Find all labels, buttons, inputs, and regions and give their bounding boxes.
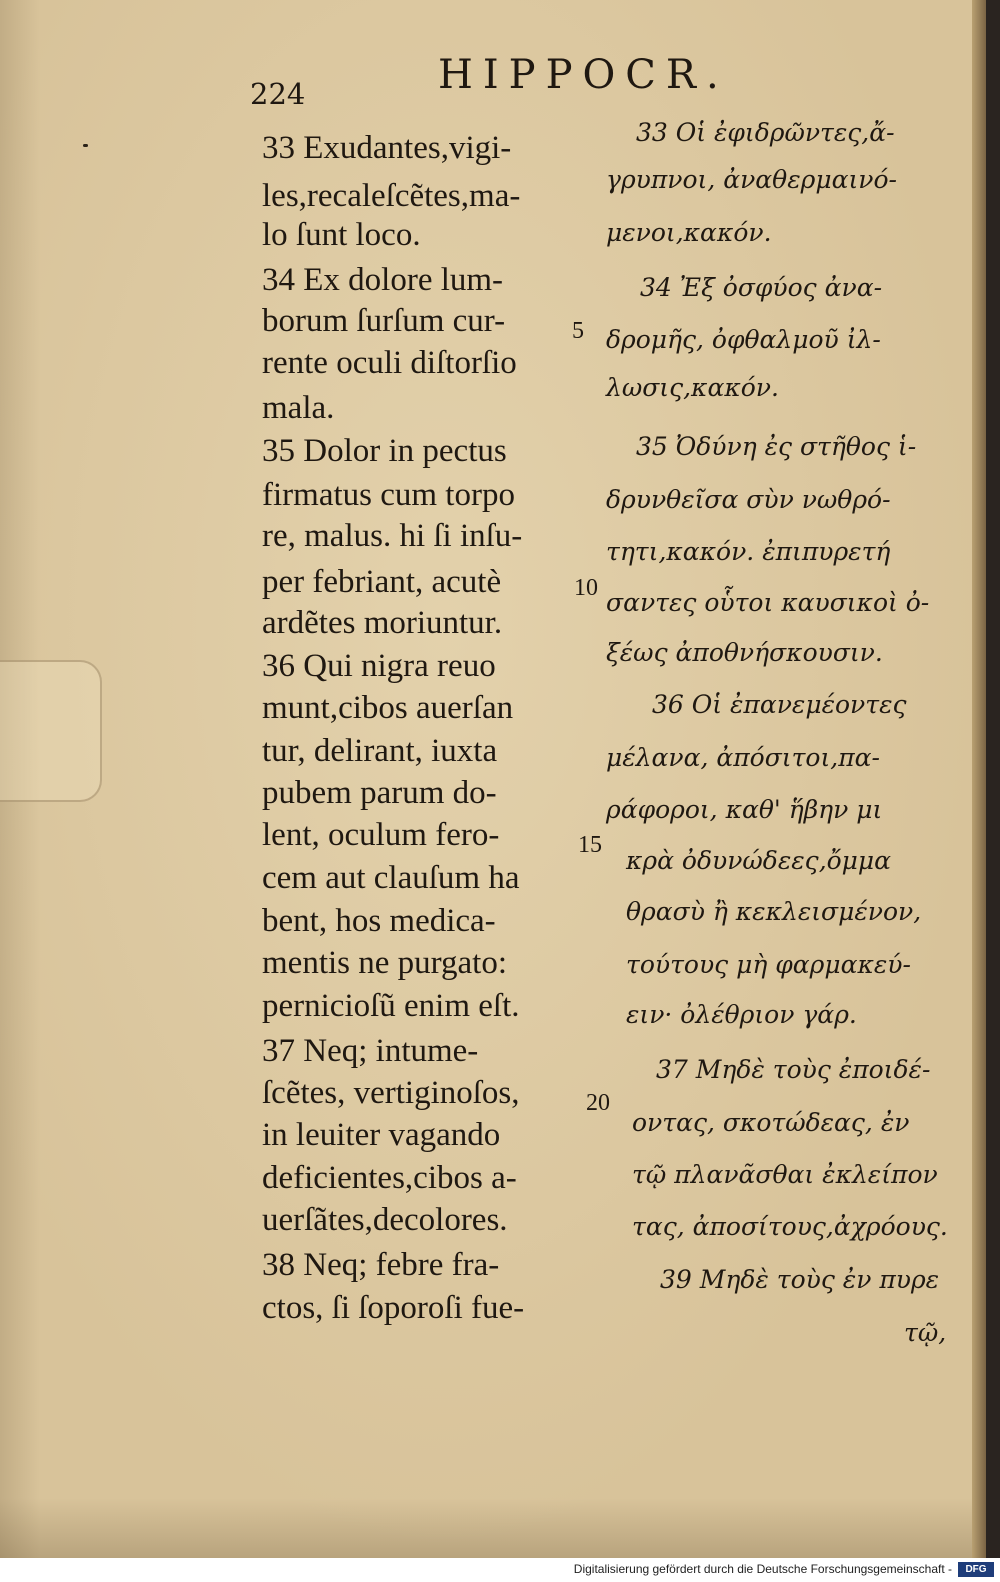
latin-line: 34 Ex dolore lum-: [262, 262, 504, 298]
greek-line: 39 Μηδὲ τοὺς ἐν πυρε: [660, 1265, 940, 1294]
greek-line: οντας, σκοτώδεας, ἐν: [632, 1108, 910, 1137]
latin-line: cem aut clauſum ha: [262, 860, 520, 896]
greek-line: ειν· ὀλέθριον γάρ.: [626, 1000, 857, 1029]
line-number: 5: [572, 318, 584, 344]
line-number: 10: [574, 575, 598, 601]
latin-line: bent, hos medica-: [262, 903, 496, 939]
latin-line: 35 Dolor in pectus: [262, 433, 507, 469]
page-number: 224: [250, 77, 306, 111]
latin-line: per febriant, acutè: [262, 564, 502, 600]
latin-line: munt,cibos auerſan: [262, 690, 514, 726]
latin-line: borum ſurſum cur-: [262, 303, 506, 339]
running-head: HIPPOCR.: [438, 52, 729, 98]
latin-line: 36 Qui nigra reuo: [262, 648, 496, 684]
digitization-footer: [0, 1558, 1000, 1582]
latin-line: lo ſunt loco.: [262, 217, 421, 253]
greek-line: ράφοροι, καθ' ἥβην μι: [606, 795, 883, 824]
greek-line: τῷ,: [904, 1318, 947, 1347]
latin-line: mala.: [262, 390, 335, 426]
greek-line: κρὰ ὀδυνώδεες,ὄμμα: [626, 846, 892, 875]
greek-line: γρυπνοι, ἀναθερμαινό-: [606, 165, 897, 194]
greek-line: μενοι,κακόν.: [606, 218, 772, 247]
latin-line: 33 Exudantes,vigi-: [262, 130, 512, 166]
greek-line: 36 Οἱ ἐπανεμέοντες: [652, 690, 907, 719]
latin-line: 37 Neq; intume-: [262, 1033, 479, 1069]
line-number: 20: [586, 1090, 610, 1116]
greek-line: δρομῆς, ὀφθαλμοῦ ἰλ-: [606, 325, 881, 354]
dfg-logo: DFG: [958, 1562, 994, 1577]
latin-line: lent, oculum fero-: [262, 817, 500, 853]
greek-line: δρυνθεῖσα σὺν νωθρό-: [606, 485, 891, 514]
greek-line: λωσις,κακόν.: [606, 373, 779, 402]
latin-line: tur, delirant, iuxta: [262, 733, 498, 769]
latin-line: mentis ne purgato:: [262, 945, 508, 981]
latin-line: pubem parum do-: [262, 775, 497, 811]
latin-line: re, malus. hi ſi inſu-: [262, 518, 523, 554]
latin-line: deficientes,cibos a-: [262, 1160, 517, 1196]
latin-line: uerſãtes,decolores.: [262, 1202, 508, 1238]
latin-line: ardẽtes moriuntur.: [262, 605, 503, 641]
greek-line: 34 Ἐξ ὀσφύος ἀνα-: [640, 273, 883, 302]
latin-line: rente oculi diſtorſio: [262, 345, 517, 381]
latin-line: 38 Neq; febre fra-: [262, 1247, 500, 1283]
greek-line: μέλανα, ἀπόσιτοι,πα-: [606, 743, 880, 772]
latin-line: firmatus cum torpo: [262, 477, 515, 513]
greek-line: τας, ἀποσίτους,ἀχρόους.: [632, 1212, 948, 1241]
latin-line: pernicioſũ enim eſt.: [262, 988, 520, 1024]
footer-credit: Digitalisierung gefördert durch die Deutsche Forschungsgemeinschaft -: [573, 1562, 952, 1576]
paper-tab-impression: [0, 660, 102, 802]
greek-line: τῷ πλανᾶσθαι ἐκλείπον: [632, 1160, 938, 1189]
greek-line: ξέως ἀποθνήσκουσιν.: [606, 638, 883, 667]
latin-line: ctos, ſi ſoporoſi fue-: [262, 1290, 525, 1326]
ink-speck: [83, 144, 88, 147]
greek-line: θρασὺ ἢ κεκλεισμένον,: [626, 897, 922, 926]
latin-line: ſcẽtes, vertiginoſos,: [262, 1075, 520, 1111]
line-number: 15: [578, 832, 602, 858]
greek-line: 33 Οἱ ἐφιδρῶντες,ἄ-: [636, 118, 895, 147]
latin-line: les,recaleſcẽtes,ma-: [262, 178, 521, 214]
greek-line: 37 Μηδὲ τοὺς ἐποιδέ-: [656, 1055, 931, 1084]
greek-line: τητι,κακόν. ἐπιπυρετή: [606, 537, 891, 566]
latin-line: in leuiter vagando: [262, 1117, 501, 1153]
greek-line: σαντες οὗτοι καυσικοὶ ὀ-: [606, 588, 930, 617]
page-edge: [972, 0, 986, 1558]
greek-line: 35 Ὀδύνη ἐς στῆθος ἱ-: [636, 432, 917, 461]
greek-line: τούτους μὴ φαρμακεύ-: [626, 950, 911, 979]
